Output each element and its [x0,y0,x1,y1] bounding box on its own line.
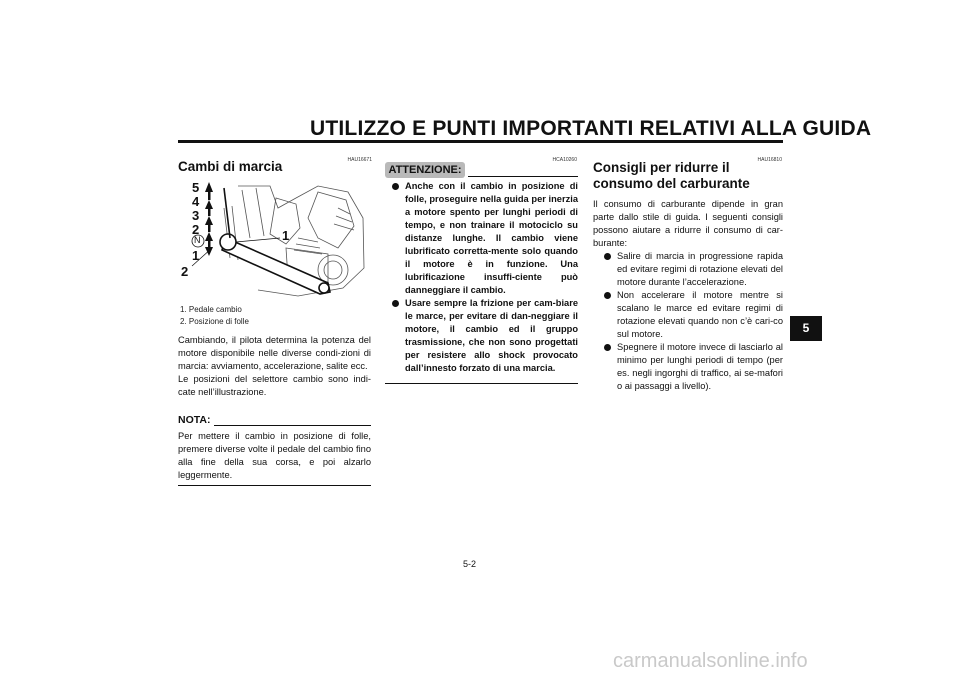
bullet-icon [604,344,611,351]
figure-captions [180,304,370,328]
section-heading-gear-shift: Cambi di marcia [178,159,283,174]
gear-label-5: 5 [192,180,200,195]
attention-item: Anche con il cambio in posizione di folle, proseguire nella guida per inerzia a motore spento per lunghi periodi di tempo, e non trainare il motociclo su distanze lunghe. Il cambio viene lubrificato corretta-mente solo quando il motore è in funzione. Una lubrificazione insuffi-ciente può danneggiare il cambio. [388,180,578,297]
attention-label: ATTENZIONE: [385,162,465,178]
note-label: NOTA: [178,414,211,426]
fuel-intro: Il consumo di carburante dipende in gran parte dallo stile di guida. I seguenti consigli possono aiutare a ridurre il consumo di car-burante: [593,199,783,248]
attention-code: HCA10260 [552,157,577,163]
section-heading-fuel: Consigli per ridurre il consumo del carburante [593,160,750,191]
chapter-tab[interactable]: 5 [790,316,822,341]
bullet-icon [604,292,611,299]
note-text: Per mettere il cambio in posizione di folle, premere diverse volte il pedale del cambio fino alla fine della sua corsa, e poi alzarlo leggermente. [178,431,371,480]
fuel-tip-item: Salire di marcia in progressione rapida ed evitare regimi di rotazione elevati del motore durante l’accelerazione. [600,250,783,289]
gear-label-1: 1 [192,248,200,263]
gear-label-4: 4 [192,194,200,209]
bullet-icon [604,253,611,260]
note-rule-bottom [178,485,371,486]
gear-label-2: 2 [192,222,200,237]
caption-neutral-position: 2. Posizione di folle [180,317,249,326]
bullet-icon [392,183,399,190]
gear-shift-illustration [178,178,371,300]
fuel-tip-item: Non accelerare il motore mentre si scalano le marce ed evitare regimi di rotazione elevati quando non c’è cari-co sul motore. [600,289,783,341]
gear-shift-body [178,334,371,399]
paragraph-gear-power: Cambiando, il pilota determina la potenza del motore disponibile nelle diverse condi-zioni di marcia: avviamento, accelerazione, salite ecc. [178,335,371,371]
page-number: 5-2 [463,559,477,569]
gear-label-3: 3 [192,208,200,223]
attention-item: Usare sempre la frizione per cam-biare le marce, per evitare di dan-neggiare il motore, il cambio ed il gruppo trasmissione, che non sono progettati per resistere allo shock provocato dall’innesto forzato di una marcia. [388,297,578,375]
gear-label-neutral: N [194,235,201,245]
bullet-icon [392,300,399,307]
fuel-tip-item: Spegnere il motore invece di lasciarlo al minimo per lunghi periodi di tempo (per es. negli ingorghi di traffico, ai se-mafori o ai passaggi a livello). [600,341,783,393]
attention-rule-bottom [385,383,578,384]
header-rule [178,140,783,143]
note-rule-top [214,425,371,426]
fuel-tips-list [600,250,783,393]
caption-shift-pedal: 1. Pedale cambio [180,305,242,314]
fuel-section-code: HAU16810 [757,157,782,163]
figure-callout-1: 1 [282,228,290,243]
watermark-url: carmanualsonline.info [613,650,808,672]
page-header-title: UTILIZZO E PUNTI IMPORTANTI RELATIVI ALLA GUIDA [310,117,872,140]
attention-list [388,180,578,375]
figure-callout-2: 2 [181,264,189,279]
section-code: HAU16671 [347,157,372,163]
attention-rule-top [468,176,578,177]
paragraph-selector-positions: Le posizioni del selettore cambio sono indi-cate nell’illustrazione. [178,374,371,397]
